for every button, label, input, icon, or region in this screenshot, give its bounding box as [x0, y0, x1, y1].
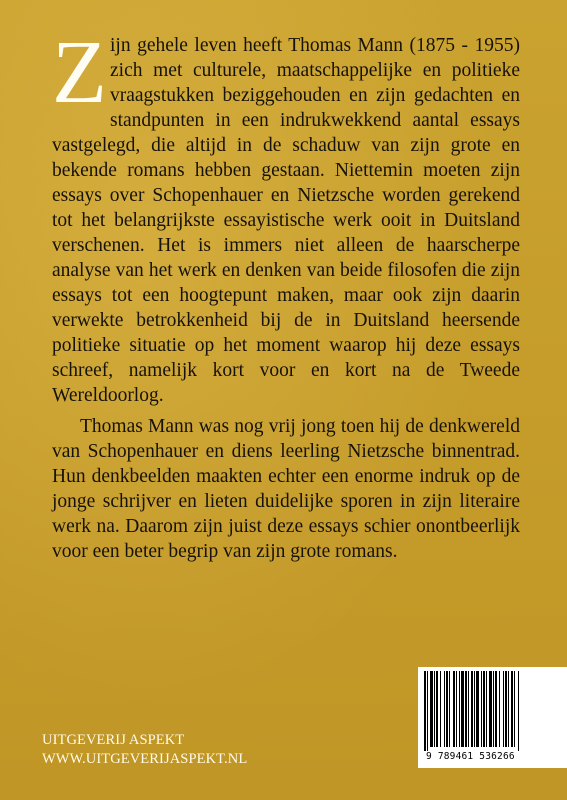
barcode-bar	[505, 671, 507, 747]
barcode-bar	[489, 671, 492, 747]
paragraph-1-text: ijn gehele leven heeft Thomas Mann (1875 - 1955) zich met culturele, maatschappelijke en politieke vraagstukken beziggehouden en zijn gedachten en standpunten in een indrukwekkend aantal essays vastgelegd, die altijd in de schaduw van zijn grote en bekende romans hebben gestaan. Niettemin moeten zijn essays over Schopenhauer en Nietzsche worden gerekend tot het belangrijkste essayistische werk ooit in Duitsland verschenen. Het is immers niet alleen de haarscherpe analyse van het werk en denken van beide filosofen die zijn essays tot een hoogtepunt maken, maar ook zijn daarin verwekte betrokkenheid bij de in Duitsland heersende politieke situatie op het moment waarop hij deze essays schreef, namelijk kort voor en kort na de Tweede Wereldoorlog.	[52, 35, 520, 406]
barcode-bar	[430, 671, 433, 747]
description-text	[52, 23, 520, 564]
publisher-name: UITGEVERIJ ASPEKT	[42, 732, 185, 748]
paragraph-1	[52, 23, 520, 408]
isbn-number: 9 789461 536266	[426, 751, 515, 762]
drop-cap: Z	[52, 23, 107, 122]
barcode-bar	[434, 671, 435, 747]
barcode-bar	[424, 671, 426, 751]
barcode-bar	[518, 671, 519, 751]
barcode-bar	[453, 671, 455, 747]
barcode-bars	[418, 667, 567, 751]
barcode	[418, 667, 567, 768]
barcode-bar	[493, 671, 494, 747]
barcode-bar	[465, 671, 467, 747]
barcode-bar	[508, 671, 509, 747]
barcode-bar	[449, 671, 450, 747]
barcode-bar	[486, 671, 487, 747]
barcode-bar	[471, 671, 473, 747]
barcode-bar	[481, 671, 482, 747]
barcode-bar	[511, 671, 513, 747]
publisher-website: WWW.UITGEVERIJASPEKT.NL	[42, 751, 248, 767]
barcode-bar	[499, 671, 500, 747]
barcode-bar	[514, 671, 515, 747]
publisher-info	[42, 731, 342, 769]
barcode-bar	[440, 671, 441, 747]
barcode-bar	[456, 671, 457, 747]
barcode-bar	[459, 671, 460, 747]
barcode-bar	[468, 671, 469, 747]
barcode-bar	[476, 671, 479, 747]
barcode-bar	[503, 671, 504, 747]
barcode-bar	[444, 671, 445, 747]
barcode-bar	[446, 671, 448, 747]
barcode-bar	[427, 671, 428, 751]
barcode-bar	[461, 671, 464, 747]
paragraph-2: Thomas Mann was nog vrij jong toen hij de denkwereld van Schopenhauer en diens leerling Nietzsche binnentrad. Hun denkbeelden maakten echter een enorme indruk op de jonge schrijver en lieten duidelijke sporen in zijn literaire werk na. Daarom zijn juist deze essays schier onontbeerlijk voor een beter begrip van zijn grote romans.	[52, 416, 520, 562]
barcode-bar	[474, 671, 475, 747]
barcode-bar	[483, 671, 485, 747]
barcode-bar	[436, 671, 438, 747]
barcode-bar	[495, 671, 497, 747]
bottom-strip	[0, 777, 567, 800]
